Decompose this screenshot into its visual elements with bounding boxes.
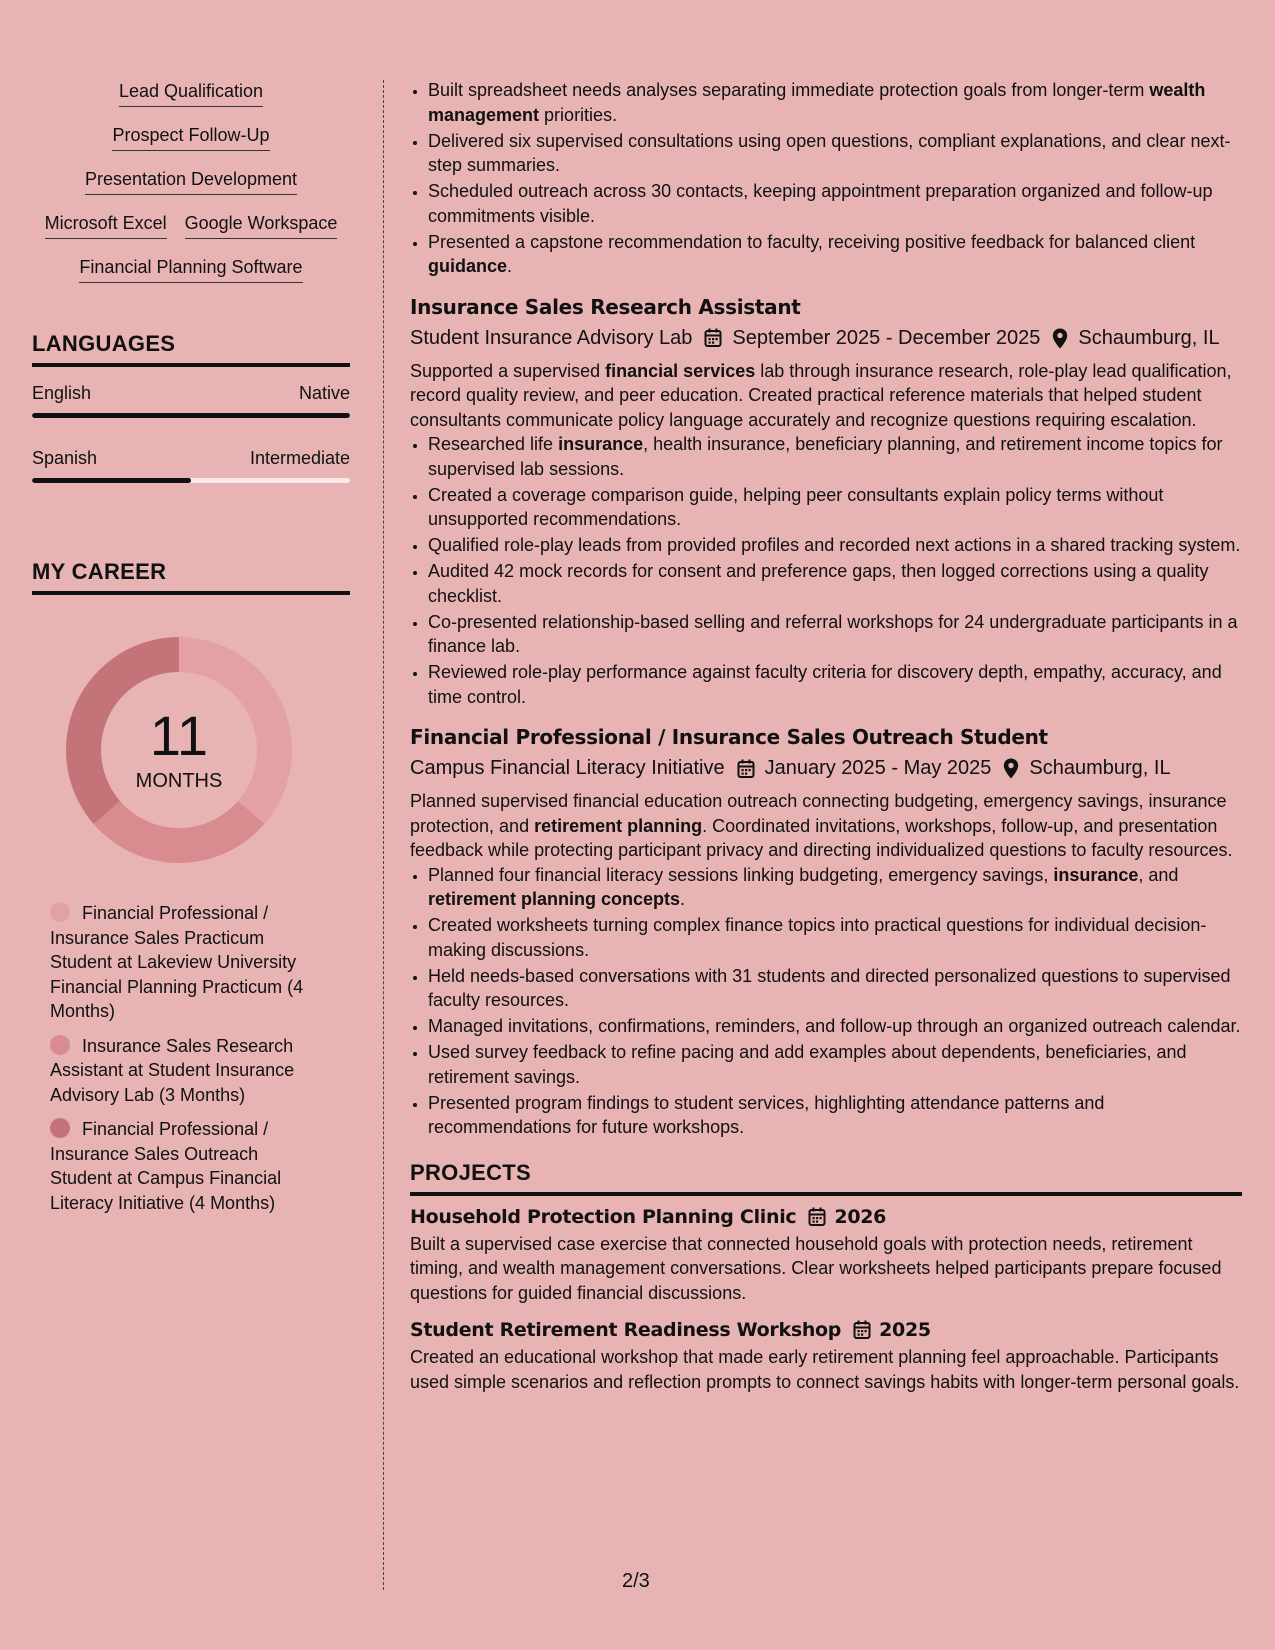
job-summary: Supported a supervised financial services lab through insurance research, role-play lead qualification, record quality review, and peer education. Created practical reference materials that helped student consultants communicate policy language accurately and recognize questions requiring escalation.: [410, 360, 1232, 430]
job-location: Schaumburg, IL: [1029, 757, 1171, 779]
legend-dot: [50, 1118, 70, 1138]
project-description: Created an educational workshop that made early retirement planning feel approachable. Participants used simple scenarios and reflection prompts to connect savings habits with longer-term personal goals.: [410, 1347, 1240, 1392]
language-item: [32, 383, 350, 418]
main-content: [410, 78, 1242, 1394]
career-section: [32, 559, 350, 1215]
bullet-item: • Presented program findings to student services, highlighting attendance patterns and recommendations for future workshops.: [428, 1091, 1242, 1140]
language-level: Native: [298, 383, 350, 403]
language-item: [32, 448, 350, 483]
column-divider: [383, 80, 384, 1590]
job-organization: Student Insurance Advisory Lab: [410, 326, 693, 349]
project-year: 2025: [879, 1319, 931, 1341]
language-proficiency-fill: [32, 413, 350, 418]
bullet-item: • Qualified role-play leads from provided profiles and recorded next actions in a shared tracking system.: [428, 533, 1242, 558]
bullet-item: • Audited 42 mock records for consent and preference gaps, then logged corrections using a quality checklist.: [428, 559, 1242, 608]
sidebar: [32, 80, 350, 1225]
career-legend-item: [50, 901, 320, 1024]
skills-list: [32, 80, 350, 283]
legend-dot: [50, 902, 70, 922]
skill-row: [32, 256, 350, 283]
language-level: Intermediate: [249, 448, 350, 468]
project-title: [410, 1206, 1242, 1228]
bullet-item: • Reviewed role-play performance against faculty criteria for discovery depth, empathy, accuracy, and time control.: [428, 660, 1242, 709]
skill-tag: Microsoft Excel: [45, 212, 167, 239]
career-total-unit: MONTHS: [135, 769, 223, 792]
bullet-item: • Co-presented relationship-based selling and referral workshops for 24 undergraduate participants in a finance lab.: [428, 610, 1242, 659]
continued-job-bullets: [410, 78, 1242, 279]
job-location: Schaumburg, IL: [1078, 326, 1220, 349]
bullet-item: • Planned four financial literacy sessions linking budgeting, emergency savings, insurance, and retirement planning concepts.: [428, 863, 1242, 912]
language-row: [32, 383, 350, 404]
location-pin-icon: [1052, 328, 1068, 349]
bullet-item: • Scheduled outreach across 30 contacts, keeping appointment preparation organized and follow-up commitments visible.: [428, 179, 1242, 228]
bullet-item: • Presented a capstone recommendation to faculty, receiving positive feedback for balanced client guidance.: [428, 230, 1242, 279]
career-donut-chart: [64, 635, 294, 865]
skill-tag: Google Workspace: [185, 212, 338, 239]
legend-text: Financial Professional / Insurance Sales Outreach Student at Campus Financial Literacy Initiative (4 Months): [50, 1119, 282, 1213]
skill-tag: Presentation Development: [85, 168, 297, 195]
bullet-item: • Built spreadsheet needs analyses separating immediate protection goals from longer-term wealth management priorities.: [428, 78, 1242, 127]
project-entry: [410, 1319, 1242, 1394]
skill-row: [32, 212, 350, 239]
project-name: Household Protection Planning Clinic: [410, 1205, 797, 1228]
job-entry: [410, 295, 1242, 710]
project-description: Built a supervised case exercise that connected household goals with protection needs, retirement timing, and wealth management conversations. Clear worksheets helped participants prepare focused questions for guided financial discussions.: [410, 1233, 1222, 1303]
skill-tag: Prospect Follow-Up: [112, 124, 269, 151]
language-row: [32, 448, 350, 469]
language-name: English: [32, 383, 92, 403]
project-title: [410, 1319, 1242, 1341]
languages-section: [32, 331, 350, 483]
career-total-months: 11: [149, 703, 209, 767]
project-name: Student Retirement Readiness Workshop: [410, 1319, 842, 1341]
job-bullets: [410, 863, 1242, 1140]
career-legend: [50, 901, 320, 1215]
language-proficiency-fill: [32, 478, 191, 483]
bullet-item: • Researched life insurance, health insurance, beneficiary planning, and retirement income topics for supervised lab sessions.: [428, 432, 1242, 481]
projects-heading: PROJECTS: [410, 1160, 1242, 1196]
job-bullets: [410, 432, 1242, 709]
legend-dot: [50, 1035, 70, 1055]
page-number: 2/3: [622, 1570, 650, 1592]
skill-row: [32, 124, 350, 151]
job-title: Insurance Sales Research Assistant: [410, 294, 801, 319]
job-organization: Campus Financial Literacy Initiative: [410, 757, 725, 779]
bullet-item: • Delivered six supervised consultations using open questions, compliant explanations, and clear next-step summaries.: [428, 129, 1242, 178]
location-pin-icon: [1003, 758, 1019, 779]
projects-section: [410, 1160, 1242, 1395]
job-entry: [410, 725, 1242, 1140]
language-proficiency-bar: [32, 478, 350, 483]
skill-row: [32, 80, 350, 107]
career-legend-item: [50, 1034, 320, 1108]
bullet-item: • Used survey feedback to refine pacing and add examples about dependents, beneficiaries, and retirement savings.: [428, 1040, 1242, 1089]
project-year: 2026: [834, 1205, 887, 1228]
bullet-item: • Held needs-based conversations with 31 students and directed personalized questions to supervised faculty resources.: [428, 964, 1242, 1013]
bullet-item: • Managed invitations, confirmations, reminders, and follow-up through an organized outreach calendar.: [428, 1014, 1242, 1039]
job-meta: [410, 757, 1242, 780]
languages-heading: LANGUAGES: [32, 331, 350, 367]
calendar-icon: [853, 1320, 871, 1340]
language-proficiency-bar: [32, 413, 350, 418]
legend-text: Financial Professional / Insurance Sales Practicum Student at Lakeview University Financial Planning Practicum (4 Months): [50, 903, 304, 1021]
job-summary: Planned supervised financial education outreach connecting budgeting, emergency savings, insurance protection, and retirement planning. Coordinated invitations, workshops, follow-up, and presentation feedback while protecting participant privacy and directing individualized questions to faculty resources.: [410, 791, 1233, 860]
bullet-item: • Created a coverage comparison guide, helping peer consultants explain policy terms without unsupported recommendations.: [428, 483, 1242, 532]
job-dates: September 2025 - December 2025: [732, 326, 1041, 349]
bullet-item: • Created worksheets turning complex finance topics into practical questions for individual decision-making discussions.: [428, 913, 1242, 962]
calendar-icon: [704, 328, 722, 348]
career-heading: MY CAREER: [32, 559, 350, 595]
skill-tag: Lead Qualification: [119, 80, 263, 107]
legend-text: Insurance Sales Research Assistant at Student Insurance Advisory Lab (3 Months): [50, 1035, 295, 1105]
career-legend-item: [50, 1117, 320, 1215]
skill-tag: Financial Planning Software: [79, 256, 302, 283]
language-name: Spanish: [32, 448, 98, 468]
calendar-icon: [808, 1207, 826, 1227]
project-entry: [410, 1206, 1242, 1306]
job-dates: January 2025 - May 2025: [764, 757, 992, 779]
job-title: Financial Professional / Insurance Sales Outreach Student: [410, 725, 1048, 749]
job-meta: [410, 327, 1242, 350]
skill-row: [32, 168, 350, 195]
calendar-icon: [737, 759, 755, 779]
